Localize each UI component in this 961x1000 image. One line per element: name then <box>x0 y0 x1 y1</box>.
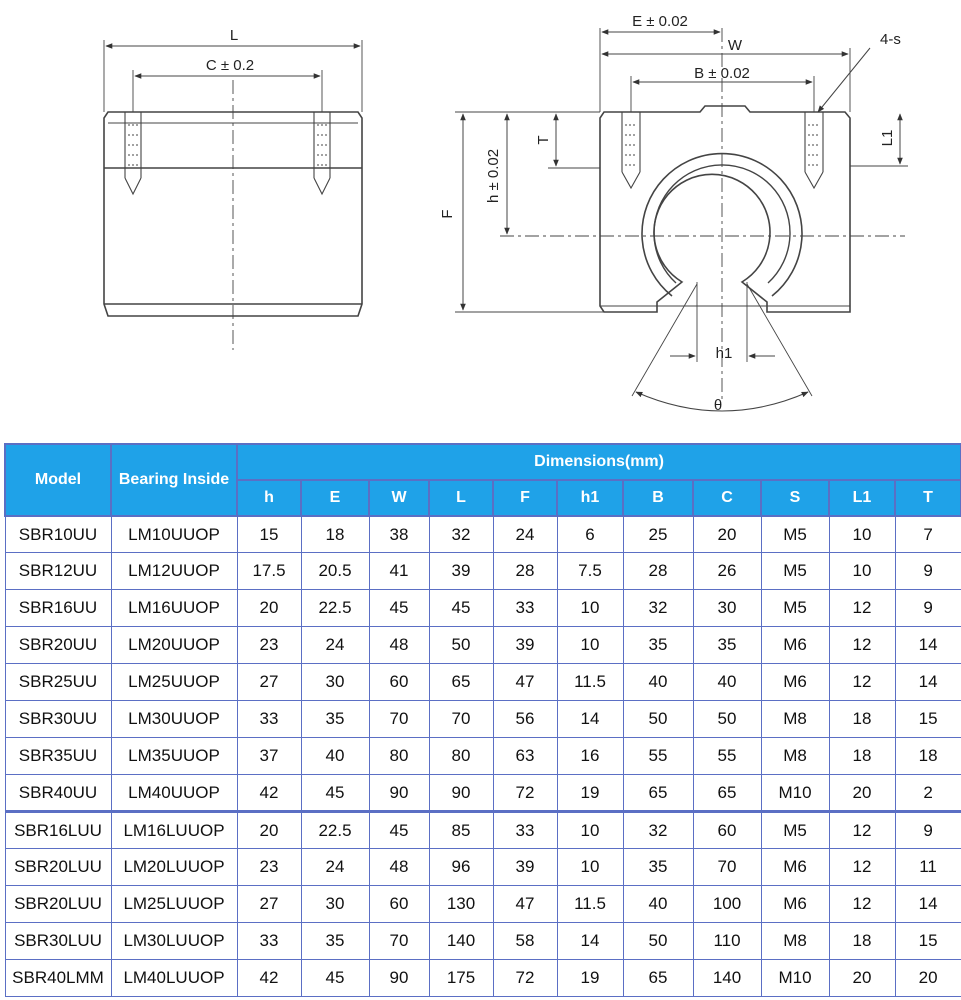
label-h1: h1 <box>715 345 733 362</box>
cell-l: 50 <box>429 627 493 664</box>
cell-model: SBR30UU <box>5 701 111 738</box>
header-model: Model <box>5 444 111 516</box>
table-row <box>5 922 961 959</box>
table-row <box>5 553 961 590</box>
cell-e: 40 <box>301 738 369 775</box>
label-f: F <box>439 209 456 219</box>
cell-w: 80 <box>369 738 429 775</box>
label-w: W <box>727 37 743 54</box>
cell-h: 20 <box>237 590 301 627</box>
cell-b: 32 <box>623 590 693 627</box>
cell-w: 90 <box>369 775 429 812</box>
cell-w: 60 <box>369 664 429 701</box>
table-row <box>5 664 961 701</box>
table-row <box>5 959 961 996</box>
cell-model: SBR16LUU <box>5 812 111 849</box>
leader-4-s <box>818 48 870 112</box>
cell-model: SBR25UU <box>5 664 111 701</box>
cell-h: 42 <box>237 775 301 812</box>
header-bearing-inside: Bearing Inside <box>111 444 237 516</box>
front-view-body <box>600 106 850 312</box>
cell-l1: 18 <box>829 922 895 959</box>
cell-w: 45 <box>369 812 429 849</box>
table-row <box>5 738 961 775</box>
cell-t: 14 <box>895 664 961 701</box>
cell-h1: 16 <box>557 738 623 775</box>
column-header-c: C <box>693 480 761 516</box>
cell-b: 65 <box>623 959 693 996</box>
cell-bearing: LM25LUUOP <box>111 886 237 923</box>
cell-w: 60 <box>369 886 429 923</box>
cell-w: 45 <box>369 590 429 627</box>
cell-w: 48 <box>369 849 429 886</box>
cell-t: 11 <box>895 849 961 886</box>
cell-w: 38 <box>369 516 429 553</box>
cell-b: 50 <box>623 701 693 738</box>
cell-f: 47 <box>493 664 557 701</box>
cell-model: SBR30LUU <box>5 922 111 959</box>
label-b: B ± 0.02 <box>694 65 750 82</box>
cell-bearing: LM20LUUOP <box>111 849 237 886</box>
column-header-w: W <box>369 480 429 516</box>
cell-b: 35 <box>623 849 693 886</box>
cell-c: 140 <box>693 959 761 996</box>
cell-f: 56 <box>493 701 557 738</box>
cell-bearing: LM40LUUOP <box>111 959 237 996</box>
cell-l: 45 <box>429 590 493 627</box>
cell-f: 28 <box>493 553 557 590</box>
cell-t: 18 <box>895 738 961 775</box>
cell-h1: 19 <box>557 959 623 996</box>
cell-s: M6 <box>761 886 829 923</box>
header-dimensions: Dimensions(mm) <box>237 444 961 480</box>
cell-h1: 11.5 <box>557 886 623 923</box>
cell-l1: 12 <box>829 849 895 886</box>
cell-bearing: LM35UUOP <box>111 738 237 775</box>
cell-bearing: LM40UUOP <box>111 775 237 812</box>
label-theta: θ <box>713 397 723 414</box>
cell-e: 30 <box>301 664 369 701</box>
cell-bearing: LM16UUOP <box>111 590 237 627</box>
cell-c: 26 <box>693 553 761 590</box>
label-h: h ± 0.02 <box>485 148 502 204</box>
cell-s: M8 <box>761 701 829 738</box>
cell-l: 65 <box>429 664 493 701</box>
cell-h1: 11.5 <box>557 664 623 701</box>
cell-e: 35 <box>301 701 369 738</box>
label-c: C ± 0.2 <box>205 57 255 74</box>
table-row <box>5 701 961 738</box>
label-e: E ± 0.02 <box>632 13 688 30</box>
cell-t: 9 <box>895 553 961 590</box>
label-4-s: 4-s <box>880 31 901 48</box>
table-row <box>5 775 961 812</box>
cell-t: 7 <box>895 516 961 553</box>
cell-bearing: LM16LUUOP <box>111 812 237 849</box>
cell-c: 55 <box>693 738 761 775</box>
table-row <box>5 849 961 886</box>
cell-b: 28 <box>623 553 693 590</box>
cell-b: 40 <box>623 664 693 701</box>
cell-c: 40 <box>693 664 761 701</box>
cell-bearing: LM20UUOP <box>111 627 237 664</box>
cell-model: SBR12UU <box>5 553 111 590</box>
front-view <box>455 28 908 411</box>
cell-bearing: LM10UUOP <box>111 516 237 553</box>
cell-f: 39 <box>493 627 557 664</box>
cell-h: 33 <box>237 701 301 738</box>
cell-w: 48 <box>369 627 429 664</box>
cell-f: 33 <box>493 590 557 627</box>
cell-l: 85 <box>429 812 493 849</box>
cell-b: 40 <box>623 886 693 923</box>
cell-s: M5 <box>761 553 829 590</box>
cell-s: M5 <box>761 590 829 627</box>
cell-t: 2 <box>895 775 961 812</box>
cell-l1: 12 <box>829 812 895 849</box>
cell-s: M8 <box>761 922 829 959</box>
cell-c: 70 <box>693 849 761 886</box>
cell-t: 20 <box>895 959 961 996</box>
cell-f: 72 <box>493 775 557 812</box>
table-row <box>5 627 961 664</box>
cell-l: 39 <box>429 553 493 590</box>
cell-e: 18 <box>301 516 369 553</box>
column-header-f: F <box>493 480 557 516</box>
cell-l: 96 <box>429 849 493 886</box>
cell-h: 20 <box>237 812 301 849</box>
cell-l1: 18 <box>829 738 895 775</box>
cell-l: 32 <box>429 516 493 553</box>
dimensions-table <box>4 443 961 997</box>
cell-h1: 14 <box>557 922 623 959</box>
cell-b: 35 <box>623 627 693 664</box>
cell-h: 33 <box>237 922 301 959</box>
cell-h: 37 <box>237 738 301 775</box>
cell-c: 35 <box>693 627 761 664</box>
cell-f: 33 <box>493 812 557 849</box>
cell-t: 9 <box>895 590 961 627</box>
column-header-h1: h1 <box>557 480 623 516</box>
cell-model: SBR20UU <box>5 627 111 664</box>
cell-l1: 12 <box>829 664 895 701</box>
cell-w: 90 <box>369 959 429 996</box>
cell-bearing: LM12UUOP <box>111 553 237 590</box>
cell-model: SBR16UU <box>5 590 111 627</box>
cell-s: M8 <box>761 738 829 775</box>
cell-model: SBR40LMM <box>5 959 111 996</box>
table-row <box>5 516 961 553</box>
cell-c: 65 <box>693 775 761 812</box>
cell-model: SBR20LUU <box>5 886 111 923</box>
cell-bearing: LM30UUOP <box>111 701 237 738</box>
column-header-t: T <box>895 480 961 516</box>
cell-e: 20.5 <box>301 553 369 590</box>
column-header-l1: L1 <box>829 480 895 516</box>
cell-c: 50 <box>693 701 761 738</box>
cell-c: 60 <box>693 812 761 849</box>
cell-l1: 20 <box>829 959 895 996</box>
cell-e: 24 <box>301 849 369 886</box>
cell-l1: 10 <box>829 516 895 553</box>
cell-t: 15 <box>895 701 961 738</box>
cell-l: 80 <box>429 738 493 775</box>
cell-e: 30 <box>301 886 369 923</box>
cell-h: 15 <box>237 516 301 553</box>
column-header-b: B <box>623 480 693 516</box>
label-t: T <box>535 135 552 145</box>
table-row <box>5 886 961 923</box>
cell-f: 63 <box>493 738 557 775</box>
cell-bearing: LM25UUOP <box>111 664 237 701</box>
cell-w: 70 <box>369 922 429 959</box>
cell-l1: 12 <box>829 627 895 664</box>
cell-f: 47 <box>493 886 557 923</box>
cell-f: 72 <box>493 959 557 996</box>
label-l: L <box>229 27 239 44</box>
cell-bearing: LM30LUUOP <box>111 922 237 959</box>
cell-h: 17.5 <box>237 553 301 590</box>
cell-model: SBR20LUU <box>5 849 111 886</box>
cell-model: SBR40UU <box>5 775 111 812</box>
cell-b: 55 <box>623 738 693 775</box>
cell-l1: 18 <box>829 701 895 738</box>
column-header-l: L <box>429 480 493 516</box>
cell-l: 175 <box>429 959 493 996</box>
cell-h: 27 <box>237 664 301 701</box>
cell-h1: 14 <box>557 701 623 738</box>
cell-h1: 19 <box>557 775 623 812</box>
cell-f: 24 <box>493 516 557 553</box>
cell-b: 32 <box>623 812 693 849</box>
cell-s: M10 <box>761 959 829 996</box>
cell-l1: 12 <box>829 886 895 923</box>
cell-e: 22.5 <box>301 590 369 627</box>
cell-l1: 10 <box>829 553 895 590</box>
label-l1: L1 <box>879 129 896 147</box>
cell-model: SBR10UU <box>5 516 111 553</box>
cell-c: 20 <box>693 516 761 553</box>
cell-s: M5 <box>761 516 829 553</box>
cell-model: SBR35UU <box>5 738 111 775</box>
cell-l: 90 <box>429 775 493 812</box>
cell-t: 15 <box>895 922 961 959</box>
cell-l: 70 <box>429 701 493 738</box>
cell-l: 140 <box>429 922 493 959</box>
cell-s: M6 <box>761 664 829 701</box>
cell-w: 41 <box>369 553 429 590</box>
cell-s: M6 <box>761 627 829 664</box>
cell-c: 110 <box>693 922 761 959</box>
column-header-s: S <box>761 480 829 516</box>
technical-drawing <box>0 0 961 440</box>
cell-h1: 10 <box>557 627 623 664</box>
cell-l1: 20 <box>829 775 895 812</box>
cell-h1: 10 <box>557 812 623 849</box>
cell-l: 130 <box>429 886 493 923</box>
cell-h1: 6 <box>557 516 623 553</box>
cell-s: M10 <box>761 775 829 812</box>
cell-l1: 12 <box>829 590 895 627</box>
cell-f: 58 <box>493 922 557 959</box>
cell-h1: 10 <box>557 590 623 627</box>
cell-t: 14 <box>895 627 961 664</box>
cell-h: 23 <box>237 627 301 664</box>
cell-e: 22.5 <box>301 812 369 849</box>
cell-b: 50 <box>623 922 693 959</box>
cell-t: 9 <box>895 812 961 849</box>
cell-f: 39 <box>493 849 557 886</box>
side-view <box>104 40 362 350</box>
cell-e: 45 <box>301 775 369 812</box>
column-header-e: E <box>301 480 369 516</box>
column-header-h: h <box>237 480 301 516</box>
cell-c: 30 <box>693 590 761 627</box>
cell-s: M5 <box>761 812 829 849</box>
cell-e: 24 <box>301 627 369 664</box>
cell-e: 35 <box>301 922 369 959</box>
cell-b: 65 <box>623 775 693 812</box>
cell-c: 100 <box>693 886 761 923</box>
cell-w: 70 <box>369 701 429 738</box>
cell-s: M6 <box>761 849 829 886</box>
table-row <box>5 590 961 627</box>
cell-b: 25 <box>623 516 693 553</box>
cell-h1: 7.5 <box>557 553 623 590</box>
cell-h: 42 <box>237 959 301 996</box>
cell-h: 27 <box>237 886 301 923</box>
cell-e: 45 <box>301 959 369 996</box>
cell-h: 23 <box>237 849 301 886</box>
table-row <box>5 812 961 849</box>
cell-t: 14 <box>895 886 961 923</box>
cell-h1: 10 <box>557 849 623 886</box>
